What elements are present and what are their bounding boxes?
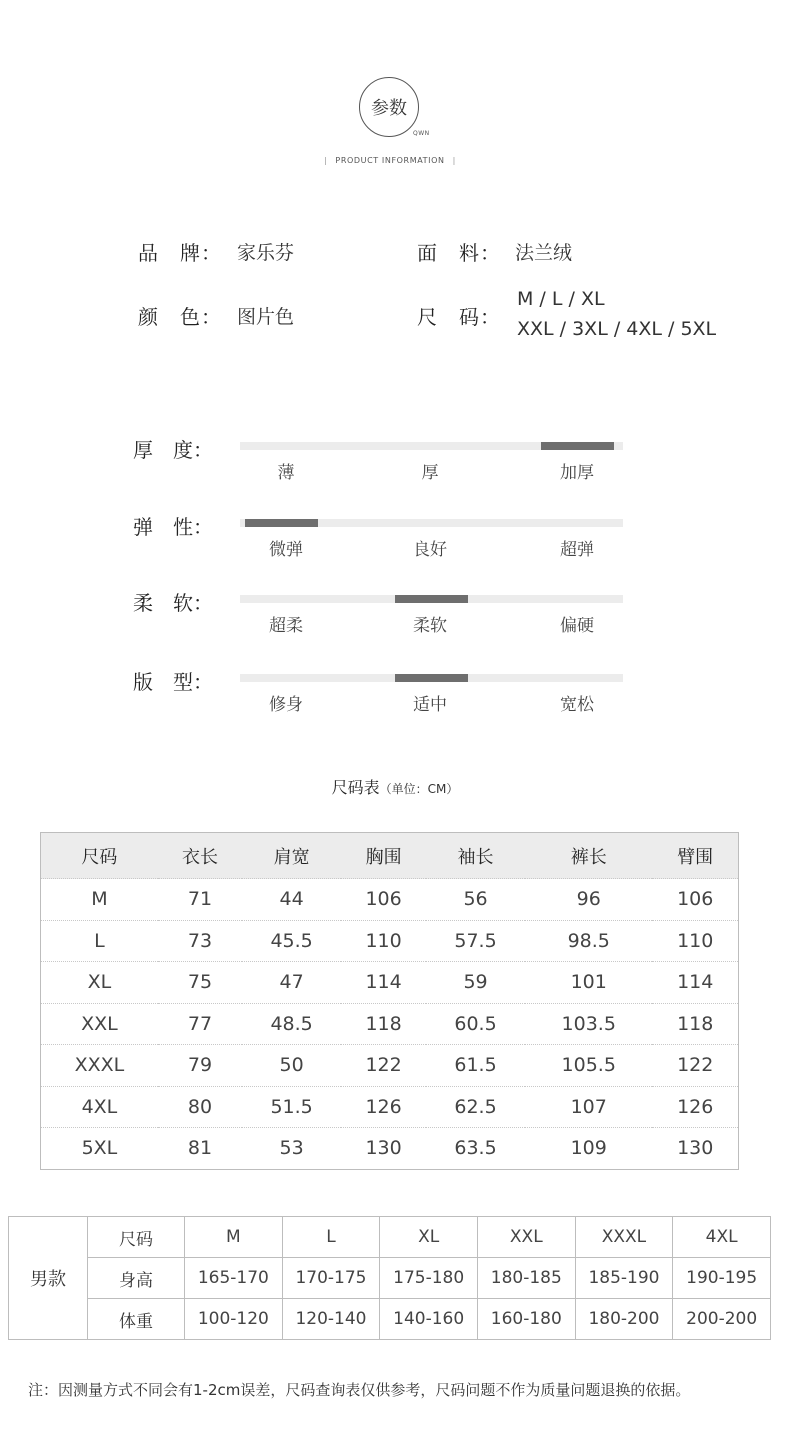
table-cell: 175-180 [380, 1258, 478, 1299]
table-cell: 59 [426, 962, 525, 1004]
table-cell: 53 [242, 1128, 341, 1170]
table-row [41, 1128, 739, 1170]
rating-fill [395, 674, 468, 682]
table-cell: 130 [341, 1128, 426, 1170]
rating-label: 厚 度： [133, 438, 213, 462]
rating-fill [245, 519, 318, 527]
table-cell: 200-200 [673, 1299, 771, 1340]
table-cell: XXXL [41, 1045, 158, 1087]
rating-tick-label: 柔软 [413, 616, 447, 636]
table-cell: 47 [242, 962, 341, 1004]
rating-tick-label: 超弹 [560, 540, 594, 560]
table-cell: 57.5 [426, 920, 525, 962]
rating-track [240, 674, 623, 682]
table-cell: M [41, 879, 158, 921]
size-table-header-cell: 肩宽 [242, 833, 341, 879]
table-cell: 122 [652, 1045, 738, 1087]
table-cell: 75 [158, 962, 242, 1004]
rating-fill [395, 595, 468, 603]
param-label-size: 尺 码： [417, 305, 501, 329]
table-cell: 5XL [41, 1128, 158, 1170]
table-row [41, 962, 739, 1004]
table-cell: XXL [477, 1217, 575, 1258]
param-value-color: 图片色 [237, 306, 295, 328]
rating-label: 弹 性： [133, 515, 213, 539]
table-cell: 56 [426, 879, 525, 921]
subtitle-text: PRODUCT INFORMATION [335, 156, 445, 165]
table-cell: 126 [341, 1086, 426, 1128]
table-row [9, 1217, 771, 1258]
table-cell: 170-175 [282, 1258, 380, 1299]
size-table-body [41, 879, 739, 1170]
size-table-header-cell: 衣长 [158, 833, 242, 879]
table-cell: 110 [341, 920, 426, 962]
param-value-size-line2: XXL / 3XL / 4XL / 5XL [517, 318, 717, 340]
size-table-header-cell: 胸围 [341, 833, 426, 879]
table-cell: XL [380, 1217, 478, 1258]
table-cell: 73 [158, 920, 242, 962]
table-cell: 60.5 [426, 1003, 525, 1045]
rating-tick-label: 微弹 [269, 540, 303, 560]
size-table-header-cell: 尺码 [41, 833, 158, 879]
table-cell: 109 [525, 1128, 652, 1170]
table-cell: 63.5 [426, 1128, 525, 1170]
table-cell: 81 [158, 1128, 242, 1170]
table-cell: 120-140 [282, 1299, 380, 1340]
rating-track [240, 442, 623, 450]
param-label-brand: 品 牌： [138, 241, 222, 265]
size-table-title-text: 尺码表 [331, 778, 380, 797]
rating-tick-label: 良好 [413, 540, 447, 560]
size-table-header-cell: 裤长 [525, 833, 652, 879]
table-cell: 98.5 [525, 920, 652, 962]
table-cell: 4XL [41, 1086, 158, 1128]
table-cell: 106 [341, 879, 426, 921]
table-cell: 50 [242, 1045, 341, 1087]
table-row [41, 1086, 739, 1128]
table-cell: 44 [242, 879, 341, 921]
table-cell: 118 [341, 1003, 426, 1045]
row-header: 尺码 [88, 1217, 185, 1258]
rating-tick-label: 偏硬 [560, 616, 594, 636]
table-row [9, 1258, 771, 1299]
table-cell: 100-120 [185, 1299, 283, 1340]
gender-label: 男款 [9, 1217, 88, 1340]
table-cell: 103.5 [525, 1003, 652, 1045]
size-table-unit: （单位：CM） [379, 782, 459, 796]
table-row [41, 920, 739, 962]
table-cell: XL [41, 962, 158, 1004]
rating-fill [541, 442, 614, 450]
rating-tick-label: 超柔 [269, 616, 303, 636]
rating-tick-label: 适中 [413, 695, 447, 715]
table-cell: L [282, 1217, 380, 1258]
table-cell: 185-190 [575, 1258, 673, 1299]
table-cell: 45.5 [242, 920, 341, 962]
param-label-fabric: 面 料： [417, 241, 501, 265]
row-header: 体重 [88, 1299, 185, 1340]
table-cell: 130 [652, 1128, 738, 1170]
table-cell: 80 [158, 1086, 242, 1128]
table-row [41, 879, 739, 921]
row-header: 身高 [88, 1258, 185, 1299]
table-cell: 114 [341, 962, 426, 1004]
rating-label: 版 型： [133, 670, 213, 694]
param-value-brand: 家乐芬 [237, 242, 295, 264]
table-cell: 48.5 [242, 1003, 341, 1045]
table-cell: 77 [158, 1003, 242, 1045]
rating-track [240, 595, 623, 603]
table-cell: 118 [652, 1003, 738, 1045]
rating-track [240, 519, 623, 527]
table-cell: 180-185 [477, 1258, 575, 1299]
table-cell: 96 [525, 879, 652, 921]
size-table-header-cell: 袖长 [426, 833, 525, 879]
size-table [40, 832, 739, 1170]
rating-label: 柔 软： [133, 591, 213, 615]
table-cell: 106 [652, 879, 738, 921]
rating-tick-label: 薄 [277, 463, 295, 483]
table-cell: XXL [41, 1003, 158, 1045]
rating-tick-label: 加厚 [560, 463, 594, 483]
table-cell: 107 [525, 1086, 652, 1128]
size-table-title [280, 775, 510, 798]
param-label-color: 颜 色： [138, 305, 222, 329]
rating-tick-label: 宽松 [560, 695, 594, 715]
table-cell: 61.5 [426, 1045, 525, 1087]
table-row [9, 1299, 771, 1340]
table-cell: M [185, 1217, 283, 1258]
table-cell: 180-200 [575, 1299, 673, 1340]
size-table-header-cell: 臂围 [652, 833, 738, 879]
table-cell: XXXL [575, 1217, 673, 1258]
header-title: 参数 [371, 98, 407, 119]
table-cell: 105.5 [525, 1045, 652, 1087]
men-size-table [8, 1216, 771, 1340]
table-cell: 71 [158, 879, 242, 921]
header-tag: QWN [413, 130, 430, 137]
separator-right: | [452, 156, 456, 165]
separator-left: | [324, 156, 328, 165]
table-cell: 122 [341, 1045, 426, 1087]
size-table-header [41, 833, 739, 879]
table-cell: L [41, 920, 158, 962]
table-cell: 4XL [673, 1217, 771, 1258]
param-value-fabric: 法兰绒 [515, 242, 573, 264]
table-cell: 79 [158, 1045, 242, 1087]
table-cell: 160-180 [477, 1299, 575, 1340]
table-cell: 190-195 [673, 1258, 771, 1299]
table-cell: 114 [652, 962, 738, 1004]
header-subtitle [300, 156, 480, 165]
footnote: 注：因测量方式不同会有1-2cm误差，尺码查询表仅供参考，尺码问题不作为质量问题退换的依据。 [28, 1381, 691, 1399]
table-cell: 126 [652, 1086, 738, 1128]
table-cell: 140-160 [380, 1299, 478, 1340]
rating-tick-label: 修身 [269, 695, 303, 715]
table-cell: 110 [652, 920, 738, 962]
table-row [41, 1003, 739, 1045]
param-value-size-line1: M / L / XL [517, 288, 605, 310]
table-cell: 62.5 [426, 1086, 525, 1128]
table-cell: 51.5 [242, 1086, 341, 1128]
table-cell: 101 [525, 962, 652, 1004]
rating-tick-label: 厚 [421, 463, 439, 483]
table-row [41, 1045, 739, 1087]
table-cell: 165-170 [185, 1258, 283, 1299]
